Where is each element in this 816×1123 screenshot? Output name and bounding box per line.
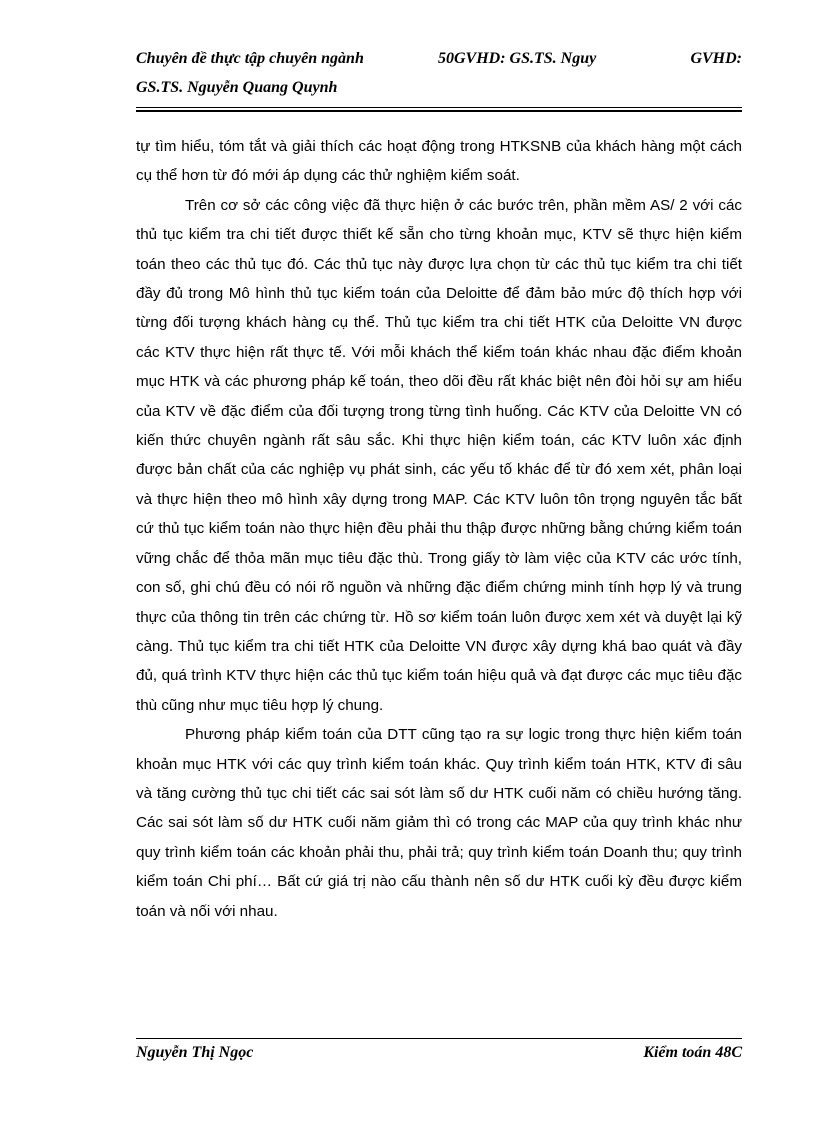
paragraph-continuation: tự tìm hiểu, tóm tắt và giải thích các hoạt động trong HTKSNB của khách hàng một cách cụ thể hơn từ đó mới áp dụng các thử nghiệm kiểm soát. [136, 138, 742, 185]
footer-rule [136, 1038, 742, 1039]
footer-class: Kiểm toán 48C [643, 1044, 742, 1061]
paragraph-detailed-procedures: Trên cơ sở các công việc đã thực hiện ở các bước trên, phần mềm AS/ 2 với các thủ tục kiểm tra chi tiết được thiết kế sẵn cho từng khoản mục, KTV sẽ thực hiện kiểm toán theo các thủ tục đó. Các thủ tục này được lựa chọn từ các thủ tục kiểm tra chi tiết đầy đủ trong Mô hình thủ tục kiểm toán của Deloitte để đảm bảo mức độ thích hợp với từng đối tượng khách hàng cụ thể. Thủ tục kiểm tra chi tiết HTK của Deloitte VN được các KTV thực hiện rất thực tế. Với mỗi khách thể kiểm toán khác nhau đặc điểm khoản mục HTK và các phương pháp kế toán, theo dõi đều rất khác biệt nên đòi hỏi sự am hiểu của KTV về đặc điểm của đối tượng trong từng tình huống. Các KTV của Deloitte VN có kiến thức chuyên ngành rất sâu sắc. Khi thực hiện kiểm toán, các KTV luôn xác định được bản chất của các nghiệp vụ phát sinh, các yếu tố khác để từ đó xem xét, phân loại và thực hiện theo mô hình xây dựng trong MAP. Các KTV luôn tôn trọng nguyên tắc bất cứ thủ tục kiểm toán nào thực hiện đều phải thu thập được những bằng chứng kiểm toán vững chắc để thỏa mãn mục tiêu đặc thù. Trong giấy tờ làm việc của KTV các ước tính, con số, ghi chú đều có nói rõ nguồn và những đặc điểm chứng minh tính hợp lý và trung thực của thông tin trên các chứng từ. Hồ sơ kiểm toán luôn được xem xét và duyệt lại kỹ càng. Thủ tục kiểm tra chi tiết HTK của Deloitte VN được xây dựng khá bao quát và đầy đủ, quá trình KTV thực hiện các thủ tục kiểm toán hiệu quả và đạt được các mục tiêu đặc thù cũng như mục tiêu hợp lý chung. [136, 196, 742, 714]
document-body [136, 132, 742, 926]
paragraph-audit-method: Phương pháp kiểm toán của DTT cũng tạo ra sự logic trong thực hiện kiểm toán khoản mục HTK với các quy trình kiểm toán khác. Quy trình kiểm toán HTK, KTV đi sâu và tăng cường thủ tục chi tiết các sai sót làm số dư HTK cuối năm có chiều hướng tăng. Các sai sót làm số dư HTK cuối năm giảm thì có trong các MAP của quy trình khác như quy trình kiểm toán các khoản phải thu, phải trả; quy trình kiểm toán Doanh thu; quy trình kiểm toán Chi phí… Bất cứ giá trị nào cấu thành nên số dư HTK cuối kỳ đều được kiểm toán và nối với nhau. [136, 726, 742, 920]
header-course-title: Chuyên đề thực tập chuyên ngành [136, 50, 364, 67]
header-advisor-label: GVHD: [690, 50, 742, 67]
page-header [136, 44, 742, 114]
header-advisor-name: GS.TS. Nguyễn Quang Quynh [136, 79, 338, 96]
header-rule-thin [136, 107, 742, 108]
page-footer [136, 1044, 742, 1068]
footer-author: Nguyễn Thị Ngọc [136, 1044, 254, 1061]
header-rule-thick [136, 110, 742, 112]
header-page-number-advisor: 50GVHD: GS.TS. Nguy [438, 50, 597, 67]
